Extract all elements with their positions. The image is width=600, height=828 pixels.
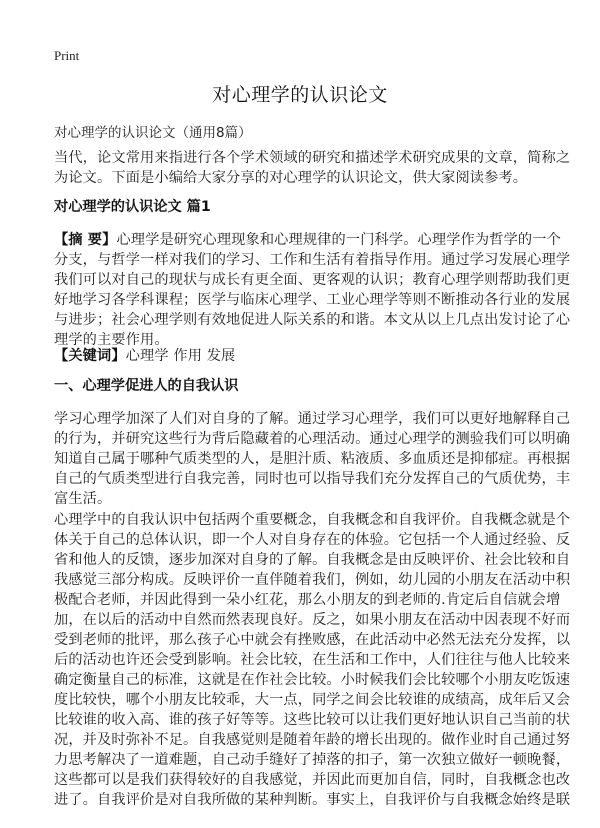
paragraph-line: 知道自己属于哪种气质类型的人，是胆汁质、粘液质、多血质还是抑郁症。再根据 — [54, 451, 571, 467]
subheading-self-awareness: 一、心理学促进人的自我认识 — [54, 378, 239, 394]
paragraph-line: 这些都可以是我们获得较好的自我感觉，并因此而更加自信，同时，自我概念也改 — [54, 772, 571, 788]
paragraph-line: 自己的气质类型进行自我完善，同时也可以指导我们充分发挥自己的气质优势，丰 — [54, 471, 571, 487]
paragraph-line: 确定衡量自己的标准，这就是在作社会比较。小时候我们会比较哪个小朋友吃饭速 — [54, 672, 571, 688]
paragraph-line: 我感觉三部分构成。反映评价一直伴随着我们，例如，幼儿园的小朋友在活动中积 — [54, 572, 571, 588]
abstract-label: 【摘 要】 — [54, 232, 117, 248]
paragraph-line: 极配合老师，并因此得到一朵小红花，那么小朋友的到老师的.肯定后自信就会增 — [54, 592, 561, 608]
paragraph-line: 体关于自己的总体认识，即一个人对自身存在的体验。它包括一个人通过经验、反 — [54, 532, 571, 548]
paragraph-line: 的行为，并研究这些行为背后隐藏着的心理活动。通过心理学的测验我们可以明确 — [54, 431, 571, 447]
paragraph-self-concept — [54, 510, 571, 810]
abstract-line: 分支，与哲学一样对我们的学习、工作和生活有着指导作用。通过学习发展心理学 — [54, 252, 571, 268]
section-heading: 对心理学的认识论文 篇1 — [54, 199, 211, 215]
abstract-first-line — [54, 230, 561, 250]
document-subtitle: 对心理学的认识论文（通用8篇） — [54, 125, 252, 141]
paragraph-self-understanding — [54, 409, 571, 509]
paragraph-line: 度比较快，哪个小朋友比较乖，大一点，同学之间会比较谁的成绩高，成年后又会 — [54, 692, 571, 708]
intro-paragraph — [54, 148, 571, 188]
abstract-line: 好地学习各学科课程；医学与临床心理学、工业心理学等则不断推动各行业的发展 — [54, 292, 571, 308]
paragraph-line: 力思考解决了一道难题，自己动手缝好了掉落的扣子，第一次独立做好一顿晚餐， — [54, 752, 571, 768]
paragraph-line: 况，并及时弥补不足。自我感觉则是随着年龄的增长出现的。做作业时自己通过努 — [54, 732, 571, 748]
intro-line: 为论文。下面是小编给大家分享的对心理学的认识论文，供大家阅读参考。 — [54, 170, 528, 186]
abstract-text: 心理学是研究心理现象和心理规律的一门科学。心理学作为哲学的一个 — [116, 232, 561, 248]
paragraph-line: 学习心理学加深了人们对自身的了解。通过学习心理学，我们可以更好地解释自己 — [54, 411, 571, 427]
abstract-paragraph — [54, 230, 571, 350]
paragraph-line: 心理学中的自我认识中包括两个重要概念，自我概念和自我评价。自我概念就是个 — [54, 512, 571, 528]
paragraph-line: 后的活动也许还会受到影响。社会比较，在生活和工作中，人们往往与他人比较来 — [54, 652, 571, 668]
paragraph-line: 进了。自我评价是对自我所做的某种判断。事实上，自我评价与自我概念始终是联 — [54, 792, 571, 808]
abstract-line: 我们可以对自己的现状与成长有更全面、更客观的认识；教育心理学则帮助我们更 — [54, 272, 571, 288]
keywords-line — [54, 346, 554, 366]
abstract-line: 理学的主要作用。 — [54, 332, 169, 348]
print-label: Print — [54, 48, 80, 63]
intro-line: 当代，论文常用来指进行各个学术领域的研究和描述学术研究成果的文章，简称之 — [54, 150, 571, 166]
keywords-value: 心理学 作用 发展 — [125, 348, 236, 364]
document-title: 对心理学的认识论文 — [212, 84, 388, 106]
abstract-line: 与进步；社会心理学则有效地促进人际关系的和谐。本文从以上几点出发讨论了心 — [54, 312, 571, 328]
paragraph-line: 比较谁的收入高、谁的孩子好等等。这些比较可以让我们更好地认识自己当前的状 — [54, 712, 571, 728]
paragraph-line: 富生活。 — [54, 491, 112, 507]
paragraph-line: 省和他人的反馈，逐步加深对自身的了解。自我概念是由反映评价、社会比较和自 — [54, 552, 571, 568]
paragraph-line: 加，在以后的活动中自然而然表现良好。反之，如果小朋友在活动中因表现不好而 — [54, 612, 571, 628]
paragraph-line: 受到老师的批评，那么孩子心中就会有挫败感，在此活动中必然无法充分发挥，以 — [54, 632, 571, 648]
keywords-label: 【关键词】 — [54, 348, 126, 364]
